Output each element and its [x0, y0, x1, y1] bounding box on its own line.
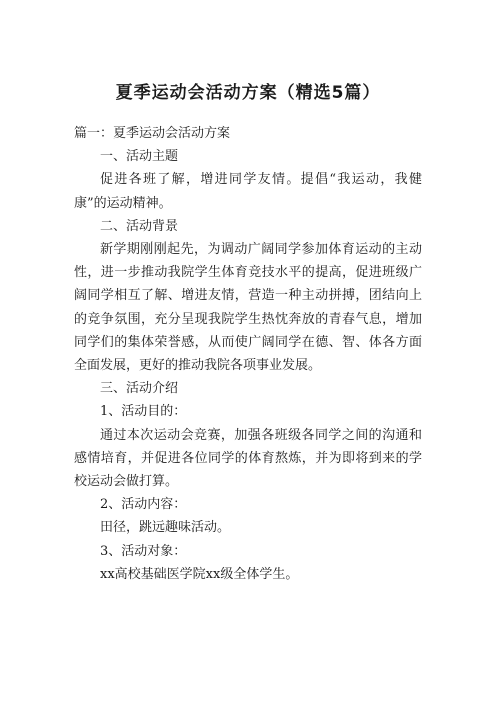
- list-item-label: 2、活动内容：: [100, 497, 187, 513]
- subheading: 一、活动主题: [100, 149, 179, 165]
- document-body: [74, 122, 422, 586]
- paragraph: xx高校基础医学院xx级全体学生。: [100, 566, 299, 582]
- document-title: 夏季运动会活动方案（精选5篇）: [115, 83, 381, 103]
- paragraph: 通过本次运动会竞赛，加强各班级各同学之间的沟通和感情培育，并促进各位同学的体育熬炼，并为即将到来的学校运动会做打算。: [74, 427, 422, 490]
- paragraph: 新学期刚刚起先，为调动广阔同学参加体育运动的主动性，进一步推动我院学生体育竞技水平的提高，促进班级广阔同学相互了解、增进友情，营造一种主动拼搏，团结向上的竞争氛围，充分呈现我院学生热忱奔放的青春气息，增加同学们的集体荣誉感，从而使广阔同学在德、智、体各方面全面发展，更好的推动我院各项事业发展。: [74, 242, 422, 374]
- section-heading: 篇一：夏季运动会活动方案: [74, 126, 231, 141]
- paragraph: 促进各班了解，增进同学友情。提倡“我运动，我健康”的运动精神。: [74, 172, 422, 211]
- subheading: 二、活动背景: [100, 218, 179, 234]
- paragraph: 田径，跳远趣味活动。: [100, 520, 231, 536]
- list-item-label: 1、活动目的：: [100, 404, 187, 420]
- list-item-label: 3、活动对象：: [100, 543, 187, 559]
- subheading: 三、活动介绍: [100, 381, 179, 397]
